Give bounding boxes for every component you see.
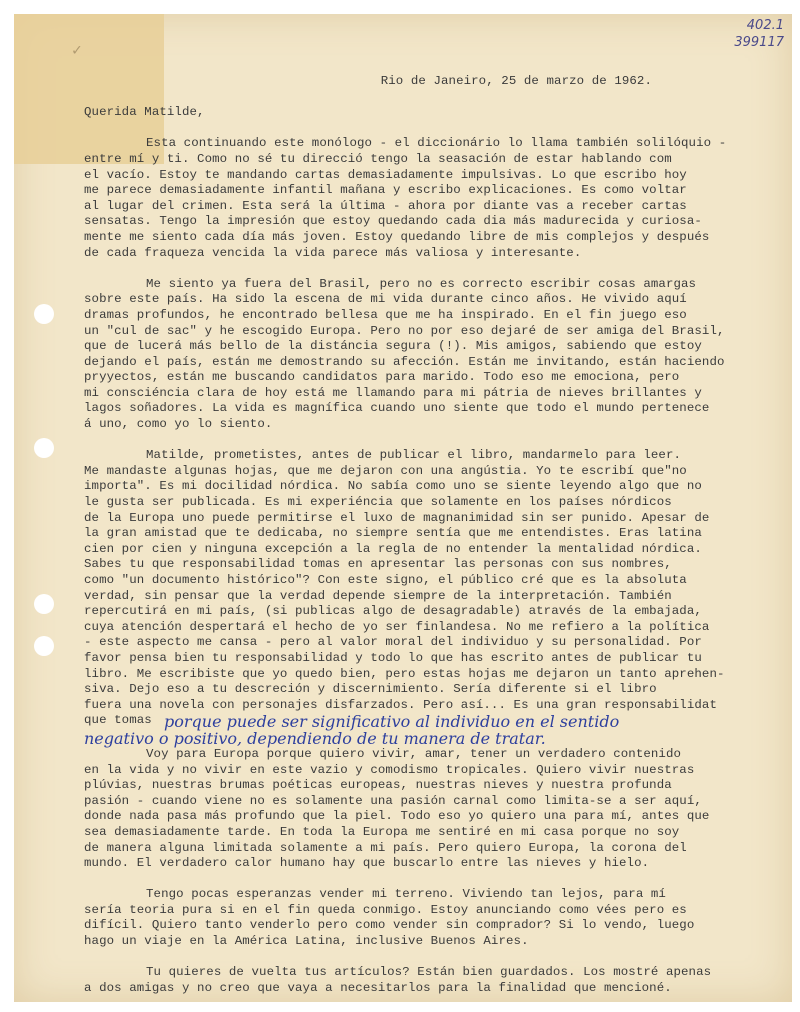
typed-line: libro. Me escribiste que yo quedo bien, pero estas hojas me dejaron un tanto aprehen- [84, 666, 725, 681]
typed-line: lagos soñadores. La vida es magnífica cuando uno siente que todo el mundo pertenece [84, 401, 710, 416]
typed-line: Voy para Europa porque quiero vivir, amar, tener un verdadero contenido [146, 746, 682, 761]
typed-line: que de lucerá más bello de la distáncia segura (!). Mis amigos, sabiendo que estoy [84, 339, 702, 354]
typed-line: sensatas. Tengo la impresión que estoy quedando cada dia más madurecida y curiosa- [84, 214, 702, 229]
typed-line: como "un documento histórico"? Con este signo, el público cré que es la absoluta [84, 573, 687, 587]
typed-line: me parece demasiadamente infantil mañana y escribo explicaciones. Es como voltar [84, 183, 687, 198]
typed-line: mente me siento cada día más joven. Estoy quedando libre de mis complejos y después [84, 229, 710, 244]
typed-line: pasión - cuando viene no es solamente una pasión carnal como limita-se a ser aquí, [84, 793, 702, 808]
typed-line: Me siento ya fuera del Brasil, pero no es correcto escribir cosas amargas [146, 276, 697, 291]
typed-line: de cada fraqueza vencida la vida parece más valiosa y interesante. [84, 245, 582, 260]
paragraph-3 [84, 448, 772, 729]
typed-line: de manera alguna limitada solamente a mi país. Pero quiero Europa, la corona del [84, 840, 687, 855]
typed-line: mundo. El verdadero calor humano hay que buscarlo entre las nieves y hielo. [84, 856, 650, 871]
letter-page [14, 14, 792, 1002]
typed-line: que tomas [84, 713, 152, 728]
typed-line: en la vida y no vivir en este vazio y comodismo tropicales. Quiero vivir nuestras [84, 762, 695, 777]
typed-line: mi consciéncia clara de hoy está me llamando para mi pátria de nieves brillantes y [84, 385, 702, 400]
typed-line: verdad, sin pensar que la verdad depende siempre de la interpretación. También [84, 588, 672, 603]
typed-line: cien por cien y ninguna excepción a la regla de no entender la mentalidad nórdica. [84, 541, 702, 556]
typed-line: hago un viaje en la América Latina, inclusive Buenos Aires. [84, 934, 529, 949]
paragraph-6 [84, 965, 772, 996]
typed-line: le gusta ser publicada. Es mi experiéncia que solamente en los países nórdicos [84, 495, 672, 510]
archive-number: 402.1 [746, 18, 784, 33]
typed-line: repercutirá en mi país, (si publicas algo de desagradable) através de la embajada, [84, 604, 702, 619]
punch-hole [34, 438, 54, 458]
paragraph-4 [84, 747, 772, 872]
typed-line: cuya atención despertará el hecho de yo ser finlandesa. No me refiero a la política [84, 619, 710, 634]
handwritten-line-1: porque puede ser significativo al individuo en el sentido [164, 711, 620, 731]
date-line: Rio de Janeiro, 25 de marzo de 1962. [380, 74, 652, 88]
typed-line: favor pensa bien tu responsabilidad y todo lo que has escrito antes de publicar tu [84, 650, 702, 665]
typed-line: plúvias, nuestras brumas poéticas europeas, nuestras nieves y nuestra profunda [84, 778, 672, 793]
typed-line: el vacío. Estoy te mandando cartas demasiadamente impulsivas. Lo que escribo hoy [84, 167, 687, 182]
typed-line: entre mí y ti. Como no sé tu direcció tengo la seasación de estar hablando com [84, 151, 672, 166]
paragraph-5 [84, 887, 772, 949]
typed-line: un "cul de sac" y he escogido Europa. Pero no por eso dejaré de ser amiga del Brasil, [84, 323, 725, 338]
typed-line: difícil. Quiero tanto venderlo pero como vender sin comprador? Si lo vendo, luego [84, 918, 695, 933]
typed-line: fuera una novela con personajes disfarzados. Pero así... Es una gran responsabilidat [84, 697, 717, 712]
typed-line: importa". Es mi docilidad nórdica. No sabía como uno se siente leyendo algo que no [84, 479, 702, 494]
typed-line: sería teoria pura si en el fin queda conmigo. Estoy anunciando como vées pero es [84, 902, 687, 917]
typed-line: Tu quieres de vuelta tus artículos? Están bien guardados. Los mostré apenas [146, 965, 712, 980]
typed-line: a dos amigas y no creo que vaya a necesitarlos para la finalidad que mencioné. [84, 980, 672, 995]
typed-line: dejando el país, están me demostrando su afección. Están me invitando, están haciendo [84, 354, 725, 369]
handwritten-line-2: negativo o positivo, dependiendo de tu manera de tratar. [84, 728, 546, 748]
archive-code: 399117 [734, 35, 784, 50]
corner-mark: ✓ [72, 42, 82, 60]
typed-line: donde nada pasa más profundo que la piel. Todo eso yo quiero una para mí, antes que [84, 809, 710, 824]
typed-line: Sabes tu que responsabilidad tomas en apresentar las personas con sus nombres, [84, 557, 672, 572]
typed-line: Tengo pocas esperanzas vender mi terreno. Viviendo tan lejos, para mí [146, 887, 666, 902]
typed-line: siva. Dejo eso a tu descreción y discernimiento. Sería diferente si el libro [84, 682, 657, 697]
letter-body [84, 74, 772, 996]
punch-hole [34, 636, 54, 656]
typed-line: pryyectos, están me buscando candidatos para marido. Todo eso me emociona, pero [84, 370, 680, 385]
typed-line: Me mandaste algunas hojas, que me dejaron con una angústia. Yo te escribí que"no [84, 463, 687, 478]
typed-line: sea demasiadamente tarde. En toda la Europa me sentiré en mi casa porque no soy [84, 824, 680, 839]
paragraph-2 [84, 277, 772, 433]
typed-line: - este aspecto me cansa - pero al valor moral del individuo y su personalidad. Por [84, 635, 702, 650]
typed-line: Matilde, prometistes, antes de publicar el libro, mandarmelo para leer. [146, 448, 682, 463]
paragraph-1 [84, 136, 772, 261]
typed-line: á uno, como yo lo siento. [84, 417, 273, 432]
typed-line: de la Europa uno puede permitirse el luxo de magnanimidad sin ser punido. Apesar de [84, 510, 710, 525]
typed-line: sobre este país. Ha sido la escena de mi vida durante cinco años. He vivido aquí [84, 292, 687, 307]
typed-line: al lugar del crimen. Esta será la última - ahora por diante vas a receber cartas [84, 198, 687, 213]
punch-hole [34, 594, 54, 614]
salutation: Querida Matilde, [84, 105, 205, 120]
typed-line: la gran amistad que te dedicaba, no siempre sentía que me entendistes. Eras latina [84, 526, 702, 541]
punch-hole [34, 304, 54, 324]
typed-line: Esta continuando este monólogo - el diccionário lo llama también solilóquio - [146, 136, 727, 151]
typed-line: dramas profundos, he encontrado bellesa que me ha inspirado. En el fin juego eso [84, 307, 687, 322]
